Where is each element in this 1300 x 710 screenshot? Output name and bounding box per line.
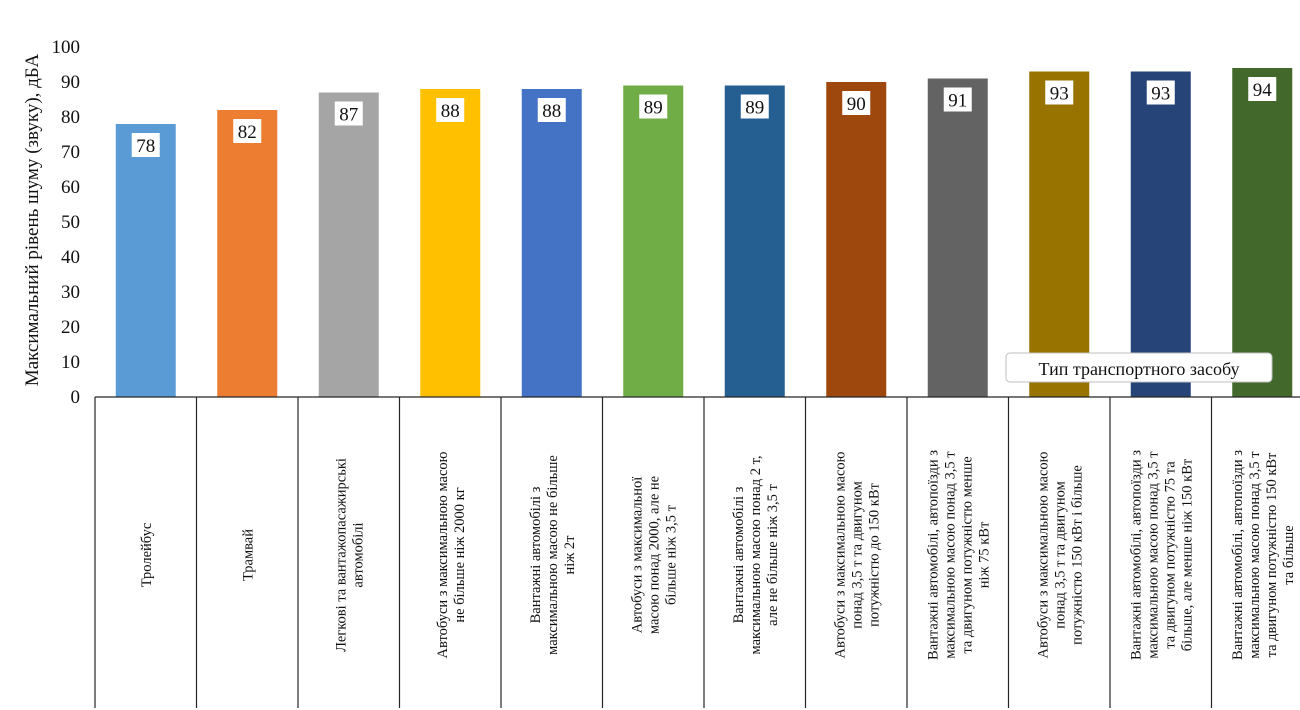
category-label-line: Легкові та вантажопасажирські: [333, 458, 350, 652]
category-label-line: та двигуном потужністю 75 та: [1162, 461, 1179, 649]
bar: [928, 79, 988, 398]
category-label-line: Трамвай: [240, 528, 257, 582]
category-label-line: Вантажні автомобілі, автопоїзди з: [1229, 450, 1246, 660]
category-label-line: Автобуси з максимальною масою: [1035, 451, 1052, 659]
category-label-line: максимальною масою понад 3,5 т: [1145, 451, 1162, 659]
data-label: 94: [1252, 80, 1272, 101]
category-label: [528, 455, 578, 655]
bar: [826, 82, 886, 397]
y-tick-label: 100: [51, 37, 80, 58]
data-label: 91: [948, 90, 968, 112]
category-label-line: Вантажні автомобілі, автопоїзди з: [1128, 450, 1145, 660]
category-label: [435, 451, 468, 658]
category-label: [333, 458, 366, 652]
category-label-line: масою понад 2000, але не: [646, 475, 663, 635]
bar: [319, 93, 379, 398]
category-label-line: максимальною масою понад 2 т,: [747, 455, 764, 655]
bar: [420, 89, 480, 397]
data-label: 87: [339, 104, 359, 126]
category-label: [925, 450, 992, 660]
category-label-line: більше, але менше ніж 150 кВт: [1179, 458, 1196, 652]
category-label-line: потужністю 150 кВт і більше: [1069, 465, 1086, 645]
y-tick-label: 80: [61, 107, 80, 128]
category-label-line: Вантажні автомобілі, автопоїзди з: [925, 450, 942, 660]
category-label-line: але не більше ніж 3,5 т: [764, 484, 781, 626]
category-labels: [139, 450, 1297, 660]
category-table: [95, 397, 1300, 708]
category-label: [832, 451, 882, 658]
category-label-line: потужністю до 150 кВт: [866, 483, 883, 627]
y-tick-label: 60: [61, 177, 80, 198]
y-tick-label: 10: [61, 352, 80, 373]
category-label-line: максимальною масою не більше: [544, 455, 561, 655]
y-tick-label: 50: [61, 212, 80, 233]
category-label: [240, 529, 256, 581]
category-label-line: понад 3,5 т та двигуном: [1052, 481, 1069, 629]
category-label: [1230, 450, 1297, 660]
x-axis-title: Тип транспортного засобу: [1038, 359, 1240, 379]
bar: [1232, 68, 1292, 397]
category-label-line: ніж 75 кВт: [976, 521, 993, 589]
bar: [116, 124, 176, 397]
y-axis-ticks: [52, 37, 81, 408]
category-label: [1035, 451, 1085, 658]
category-label-line: Автобуси з максимальної: [629, 476, 646, 634]
category-label-line: максимальною масою понад 3,5 т: [1246, 451, 1263, 659]
bar: [522, 89, 582, 397]
category-label-line: понад 3,5 т та двигуном: [849, 481, 866, 629]
category-label-line: автомобілі: [350, 522, 367, 588]
category-label: [731, 456, 781, 655]
category-label-line: ніж 2т: [561, 535, 578, 575]
data-label: 88: [542, 101, 562, 122]
category-label-line: Автобуси з максимальною масою: [832, 451, 849, 659]
category-label-line: більше ніж 3,5 т: [663, 505, 680, 605]
category-label-line: та більше: [1280, 525, 1297, 585]
bar: [1029, 72, 1089, 398]
category-label: [1128, 450, 1195, 660]
category-label: [139, 523, 155, 588]
category-label-line: та двигуном потужністю 150 кВт: [1263, 452, 1280, 658]
data-label: 89: [745, 97, 765, 119]
category-label-line: Автобуси з максимальною масою: [434, 451, 451, 659]
y-tick-label: 30: [61, 282, 80, 303]
data-label: 89: [643, 97, 663, 119]
bars: [116, 68, 1293, 397]
data-label: 88: [440, 101, 460, 122]
category-label-line: не більше ніж 2000 кг: [451, 487, 468, 623]
y-tick-label: 70: [61, 142, 80, 163]
y-tick-label: 90: [61, 72, 80, 93]
bar: [217, 110, 277, 397]
data-label: 93: [1049, 83, 1069, 105]
data-label: 78: [136, 136, 156, 157]
y-tick-label: 40: [61, 247, 80, 268]
category-label-line: Вантажні автомобілі з: [527, 486, 544, 624]
bar: [623, 86, 683, 398]
category-label: [629, 476, 679, 634]
bar: [1131, 72, 1191, 398]
category-label-line: максимальною масою понад 3,5 т: [942, 451, 959, 659]
data-label: 90: [846, 94, 866, 115]
data-label: 82: [237, 122, 257, 143]
category-label-line: Вантажні автомобілі з: [730, 486, 747, 624]
y-axis-title: Максимальний рівень шуму (звуку), дБА: [22, 53, 43, 387]
y-tick-label: 0: [70, 387, 80, 408]
category-label-line: Тролейбус: [138, 522, 155, 588]
y-tick-label: 20: [61, 317, 80, 338]
category-label-line: та двигуном потужністю менше: [959, 456, 976, 654]
bar: [725, 86, 785, 398]
data-label: 93: [1151, 83, 1171, 105]
